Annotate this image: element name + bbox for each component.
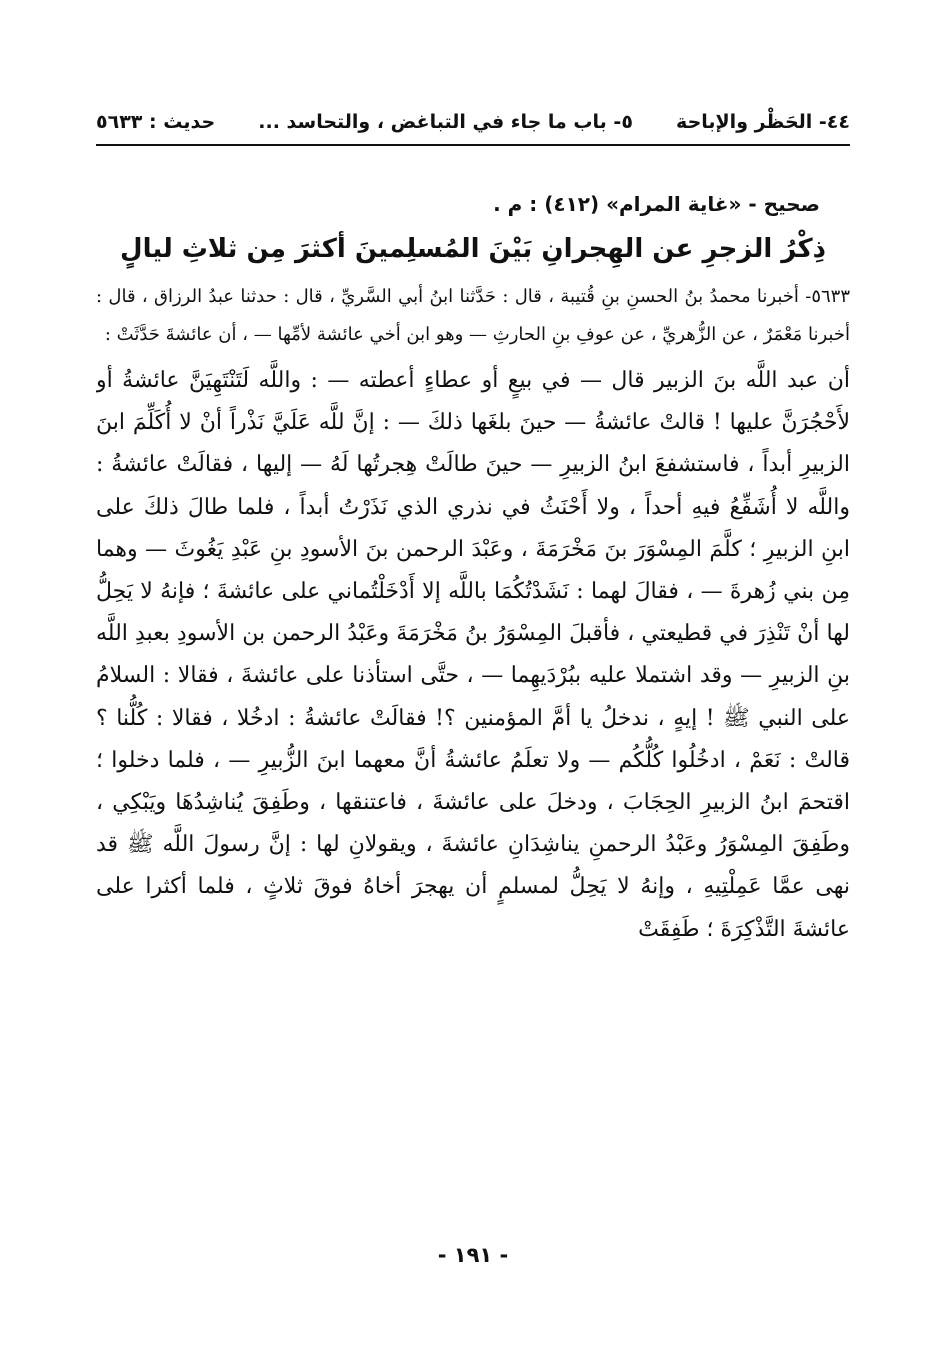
header-divider bbox=[96, 144, 850, 146]
running-header bbox=[96, 104, 850, 140]
section-heading: ذِكْرُ الزجرِ عن الهِجرانِ بَيْنَ المُسلِمينَ أكثرَ مِن ثلاثِ ليالٍ bbox=[120, 234, 826, 264]
matn-paragraph: أن عبد اللَّه بنَ الزبير قال — في بيعٍ أو عطاءٍ أعطته — : واللَّه لَتَنْتَهِيَنَّ عائشةُ أو لأَحْجُرَنَّ عليها ! قالتْ عائشةُ — حينَ بلغَها ذلكَ — : إنَّ للَّه عَلَيَّ نَذْراً أنْ لا أُكَلِّمَ ابنَ الزبيرِ أبداً ، فاستشفعَ ابنُ الزبيرِ — حينَ طالَتْ هِجرتُها لَهُ — إليها ، فقالَتْ عائشةُ : واللَّه لا أُشَفِّعُ فيهِ أحداً ، ولا أَحْنَثُ في نذري الذي نَذَرْتُ أبداً ، فلما طالَ ذلكَ على ابنِ الزبيرِ ؛ كلَّمَ المِسْوَرَ بنَ مَخْرَمَةَ ، وعَبْدَ الرحمن بنَ الأسودِ بنِ عَبْدِ يَغُوثَ — وهما مِن بني زُهرةَ — ، فقالَ لهما : نَشَدْتُكُمَا باللَّه إلا أَدْخَلْتُماني على عائشةَ ؛ فإنهُ لا يَحِلُّ لها أنْ تَنْذِرَ في قطيعتي ، فأقبلَ المِسْوَرُ بنُ مَخْرَمَةَ وعَبْدُ الرحمن بن الأسودِ بعبدِ اللَّه بنِ الزبيرِ — وقد اشتملا عليه ببُرْدَيهِما — ، حتَّى استأذنا على عائشةَ ، فقالا : السلامُ على النبي ﷺ ! إيهٍ ، ندخلُ يا أمَّ المؤمنين ؟! فقالَتْ عائشةُ : ادخُلا ، فقالا : كُلُّنا ؟ قالتْ : نَعَمْ ، ادخُلُوا كُلُّكُم — ولا تعلَمُ عائشةُ أنَّ معهما ابنَ الزُّبيرِ — ، فلما دخلوا ؛ اقتحمَ ابنُ الزبيرِ الحِجَابَ ، ودخلَ على عائشةَ ، فاعتنقها ، وطَفِقَ يُناشِدُهَا ويَبْكِي ، وطَفِقَ المِسْوَرُ وعَبْدُ الرحمنِ يناشِدَانِ عائشةَ ، ويقولانِ لها : إنَّ رسولَ اللَّه ﷺ قد نهى عمَّا عَمِلْتِيهِ ، وإنهُ لا يَحِلُّ لمسلمٍ أن يهجرَ أخاهُ فوقَ ثلاثٍ ، فلما أكثرا على عائشةَ التَّذْكِرَةَ ؛ طَفِقَتْ bbox=[96, 368, 850, 942]
page-body bbox=[96, 186, 850, 1186]
section-title-header: ٥- باب ما جاء في التباغض ، والتحاسد ... bbox=[258, 111, 633, 133]
isnad-paragraph: ٥٦٣٣- أخبرنا محمدُ بنُ الحسنِ بنِ قُتيبة ، قال : حَدَّثنا ابنُ أبي السَّريِّ ، قال : حدثنا عبدُ الرزاق ، قال : أخبرنا مَعْمَرٌ ، عن الزُّهريِّ ، عن عوفِ بنِ الحارثِ — وهو ابن أخي عائشة لأمِّها — ، أن عائشةَ حَدَّثَتْ : bbox=[96, 286, 850, 345]
chapter-title: ٤٤- الحَظْر والإباحة bbox=[676, 111, 850, 133]
hadith-reference: حديث : ٥٦٣٣ bbox=[96, 111, 216, 133]
grading-note: صحيح - «غاية المرام» (٤١٢) : م . bbox=[493, 192, 820, 216]
page-number: - ١٩١ - bbox=[437, 1243, 509, 1267]
